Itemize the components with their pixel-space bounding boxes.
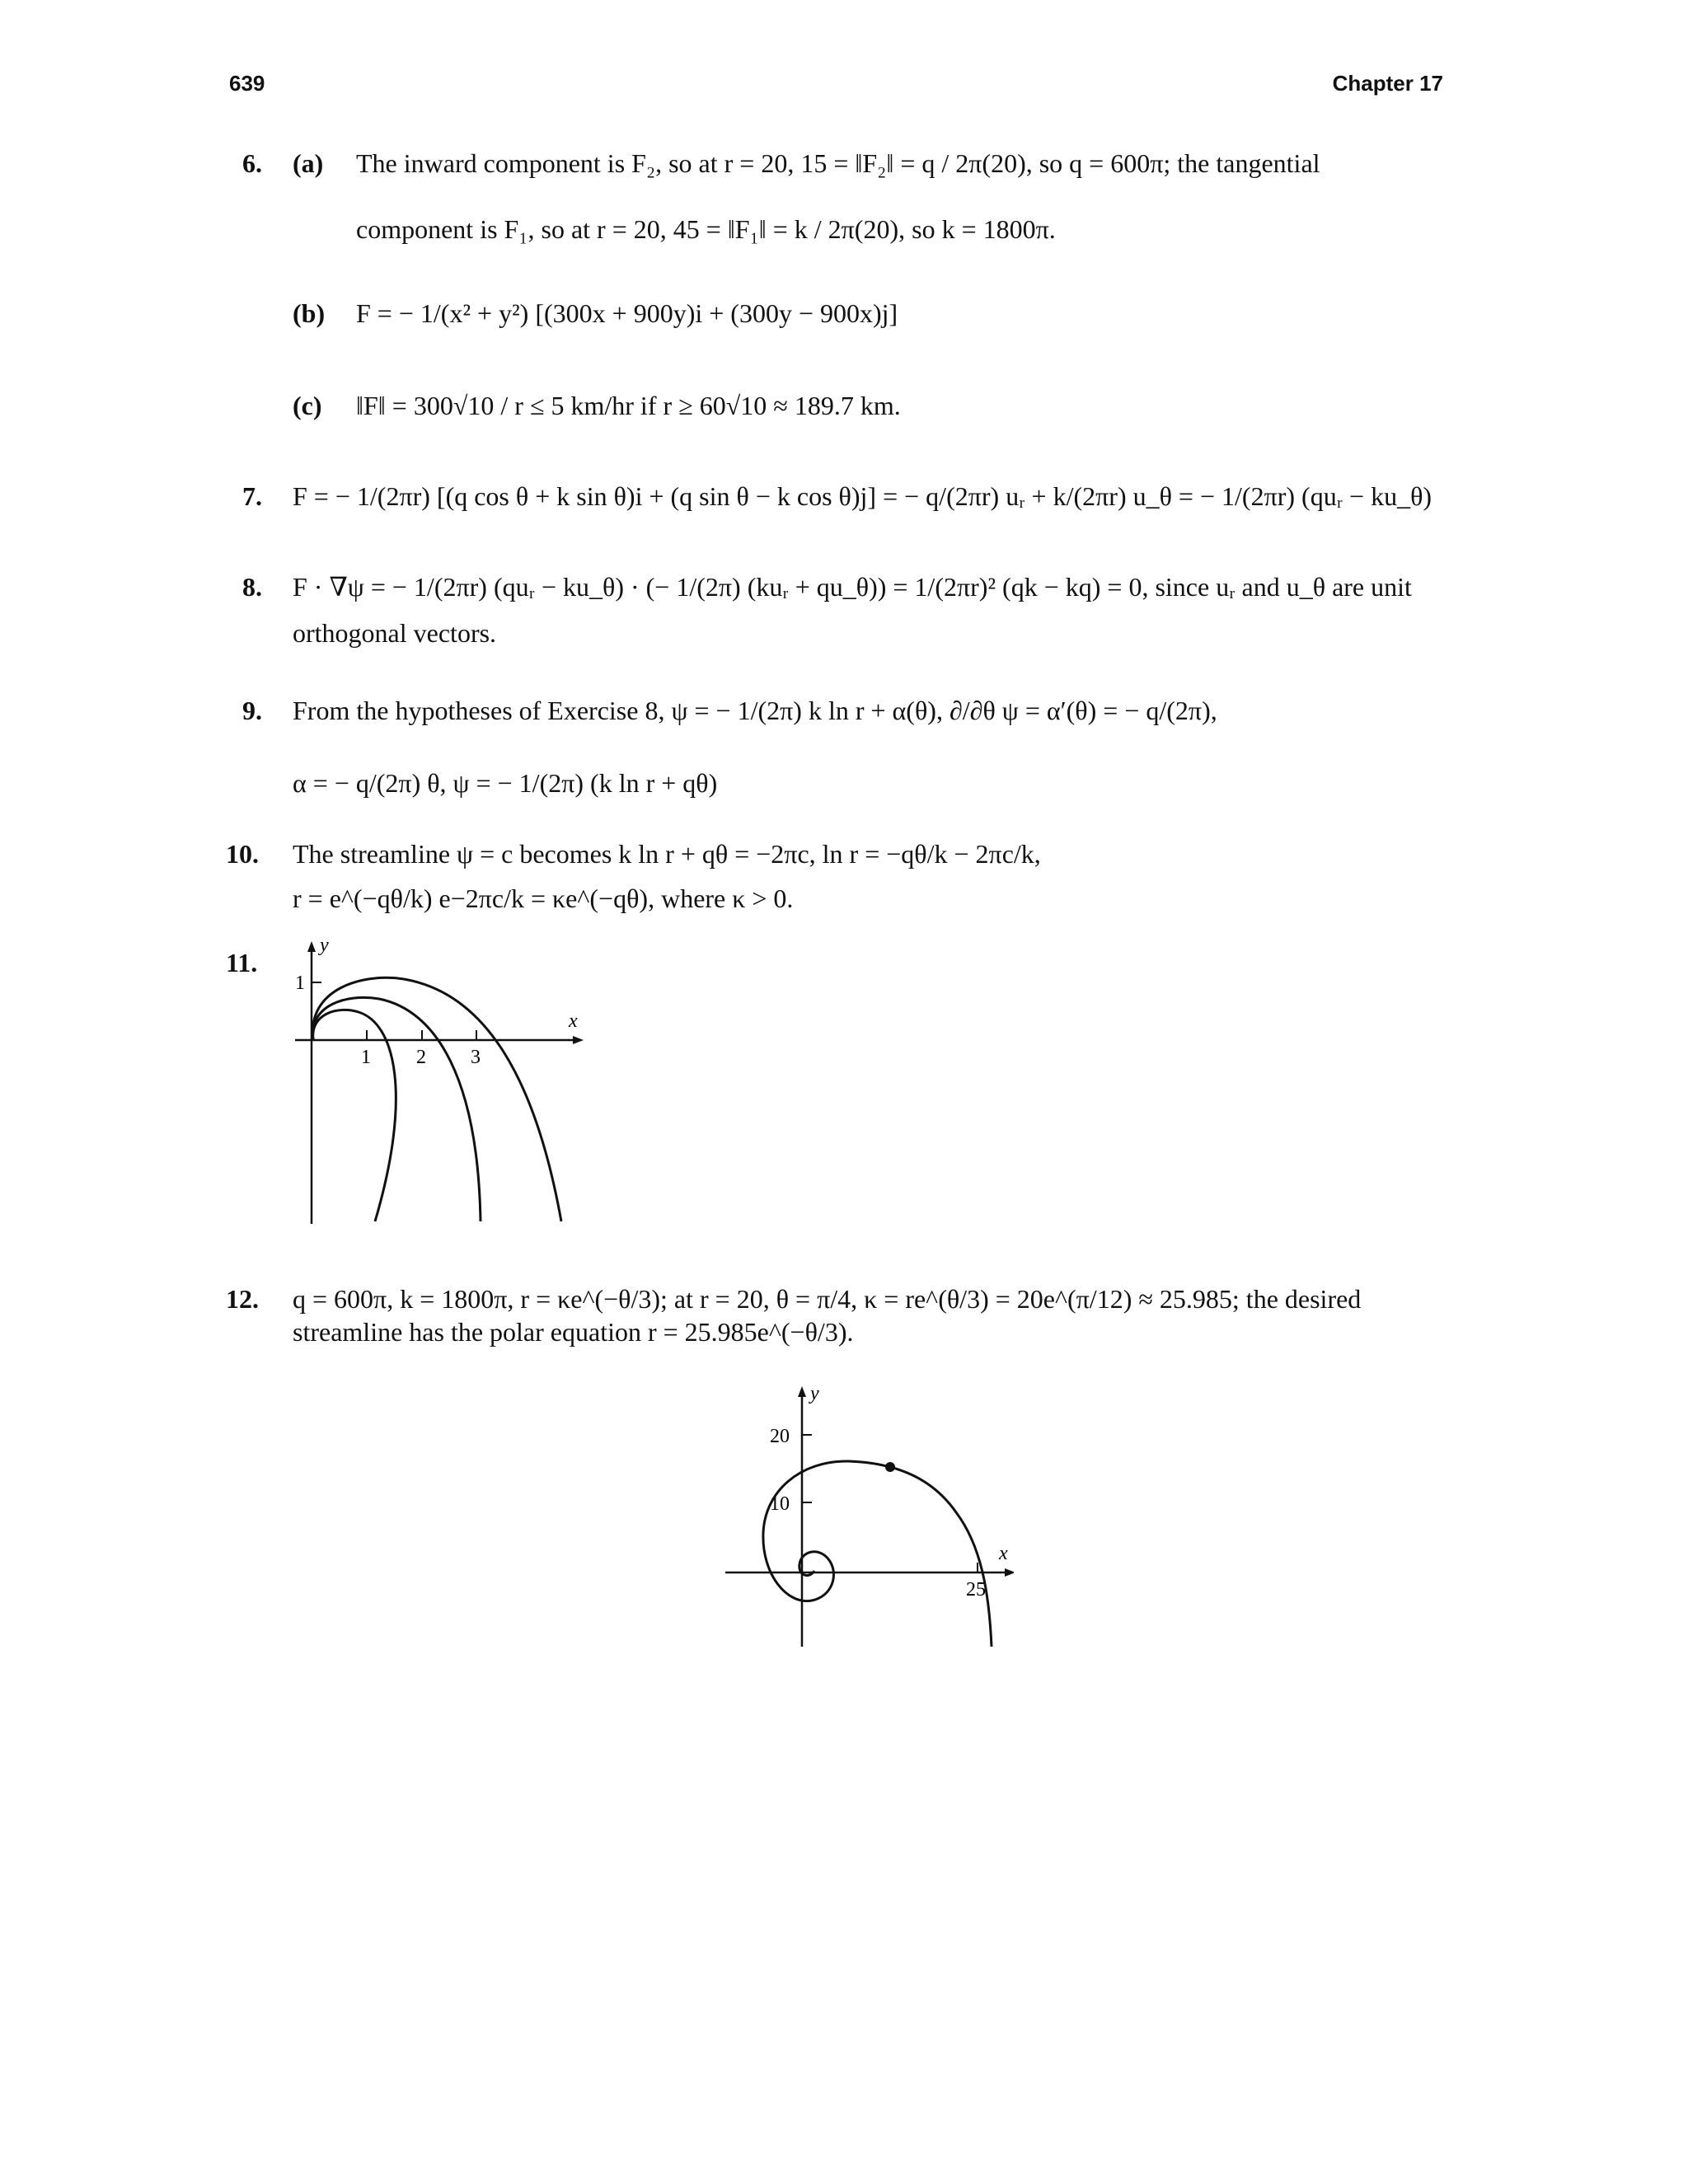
problem-9-line2: α = − q/(2π) θ, ψ = − 1/(2π) (k ln r + qθ) bbox=[293, 768, 718, 798]
problem-9-line1: From the hypotheses of Exercise 8, ψ = − 1/(2π) k ln r + α(θ), ∂/∂θ ψ = α′(θ) = − q/(2π), bbox=[293, 696, 1217, 725]
graph-12-y-arrow bbox=[798, 1386, 806, 1397]
problem-6c-text: ‖F‖ = 300√10 / r ≤ 5 km/hr if r ≥ 60√10 ≈ 189.7 km. bbox=[356, 391, 901, 420]
problem-8-line2: orthogonal vectors. bbox=[293, 618, 497, 648]
problem-6b-text: F = − 1/(x² + y²) [(300x + 900y)i + (300y − 900x)j] bbox=[356, 298, 898, 328]
problem-7-text: F = − 1/(2πr) [(q cos θ + k sin θ)i + (q sin θ − k cos θ)j] = − q/(2πr) uᵣ + k/(2πr) u_θ = − 1/(2πr) (quᵣ − ku_θ) bbox=[293, 481, 1432, 511]
graph-11-x-label: x bbox=[569, 1010, 578, 1032]
problem-10-number: 10. bbox=[226, 839, 259, 869]
problem-8-line1: F · ∇ψ = − 1/(2πr) (quᵣ − ku_θ) · (− 1/(2π) (kuᵣ + qu_θ)) = 1/(2πr)² (qk − kq) = 0, since uᵣ and u_θ are unit bbox=[293, 572, 1412, 602]
graph-11-y-tick-label: 1 bbox=[295, 972, 305, 994]
problem-6b-label: (b) bbox=[293, 298, 326, 328]
graph-11-y-label: y bbox=[320, 935, 329, 956]
problem-10-line2: r = e^(−qθ/k) e−2πc/k = κe^(−qθ), where κ > 0. bbox=[293, 883, 794, 913]
graph-12-x-tick-label-25: 25 bbox=[966, 1579, 986, 1601]
problem-12-number: 12. bbox=[226, 1284, 259, 1314]
problem-6-number: 6. bbox=[242, 148, 262, 178]
graph-11-curve-3 bbox=[312, 977, 561, 1221]
graph-11-y-arrow bbox=[307, 941, 316, 952]
problem-6a-line2: component is F₁, so at r = 20, 45 = ‖F₁‖ = k / 2π(20), so k = 1800π. bbox=[356, 214, 1056, 244]
problem-8-number: 8. bbox=[242, 572, 262, 602]
graph-11-curve-1 bbox=[313, 1010, 396, 1221]
problem-6c-label: (c) bbox=[293, 391, 322, 420]
graph-12-x-label: x bbox=[999, 1543, 1008, 1564]
graph-11-x-arrow bbox=[573, 1036, 584, 1044]
graph-11-x-tick-label-1: 1 bbox=[361, 1047, 371, 1068]
problem-12-line1: q = 600π, k = 1800π, r = κe^(−θ/3); at r = 20, θ = π/4, κ = re^(θ/3) = 20e^(π/12) ≈ 25.985; the desired bbox=[293, 1284, 1362, 1314]
graph-12 bbox=[717, 1385, 1014, 1648]
problem-11-number: 11. bbox=[226, 948, 258, 977]
graph-12-x-arrow bbox=[1005, 1568, 1014, 1577]
problem-10-line1: The streamline ψ = c becomes k ln r + qθ = −2πc, ln r = −qθ/k − 2πc/k, bbox=[293, 839, 1041, 869]
problem-6a-label: (a) bbox=[293, 148, 324, 178]
problem-6a-line1: The inward component is F₂, so at r = 20, 15 = ‖F₂‖ = q / 2π(20), so q = 600π; the tangential bbox=[356, 148, 1320, 178]
chapter-title: Chapter 17 bbox=[1332, 71, 1443, 96]
graph-11-x-tick-label-3: 3 bbox=[471, 1047, 481, 1068]
graph-11 bbox=[280, 931, 626, 1228]
graph-12-y-tick-label-10: 10 bbox=[770, 1493, 790, 1515]
problem-12-line2: streamline has the polar equation r = 25.985e^(−θ/3). bbox=[293, 1317, 854, 1347]
graph-12-point bbox=[885, 1462, 895, 1472]
graph-12-y-label: y bbox=[810, 1385, 819, 1404]
problem-7-number: 7. bbox=[242, 481, 262, 511]
page-number: 639 bbox=[229, 71, 265, 96]
graph-11-x-tick-label-2: 2 bbox=[416, 1047, 426, 1068]
graph-12-spiral bbox=[763, 1461, 992, 1647]
problem-9-number: 9. bbox=[242, 696, 262, 725]
graph-12-y-tick-label-20: 20 bbox=[770, 1426, 790, 1447]
